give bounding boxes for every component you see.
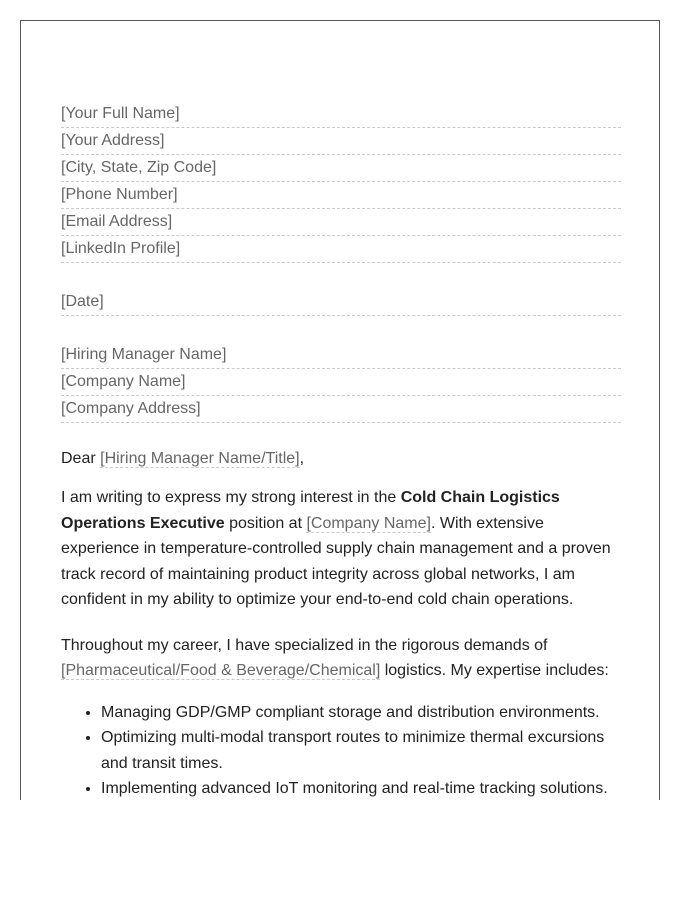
- expertise-list: [61, 700, 621, 801]
- sender-phone-field[interactable]: [Phone Number]: [61, 182, 621, 209]
- paragraph-intro-mid: position at: [224, 514, 307, 532]
- paragraph-expertise-rest: logistics. My expertise includes:: [380, 662, 609, 679]
- paragraph-intro-rest: . With extensive experience in temperature-controlled supply chain management and a proven track record of maintaining product integrity across global networks, I am confident in my ability to optimize your end-to-end cold chain operations.: [61, 514, 611, 608]
- paragraph-intro-text: I am writing to express my strong interest in the: [61, 489, 401, 506]
- date-field[interactable]: [Date]: [61, 289, 621, 316]
- company-name-field[interactable]: [Company Name]: [61, 369, 621, 396]
- sender-linkedin-field[interactable]: [LinkedIn Profile]: [61, 236, 621, 263]
- company-name-placeholder[interactable]: [Company Name]: [306, 514, 431, 532]
- greeting-suffix: ,: [299, 450, 305, 467]
- list-item: • Managing GDP/GMP compliant storage and distribution environments.: [101, 700, 621, 726]
- letter-content: [61, 101, 621, 800]
- paragraph-intro: [61, 485, 621, 613]
- position-title: Cold Chain Logistics Operations Executive: [61, 489, 560, 532]
- list-item: • Optimizing multi-modal transport routes to minimize thermal excursions and transit times.: [101, 725, 621, 776]
- spacer: [61, 263, 621, 289]
- date-block: [61, 289, 621, 316]
- sender-address-field[interactable]: [Your Address]: [61, 128, 621, 155]
- sender-block: [61, 101, 621, 263]
- list-item: • Implementing advanced IoT monitoring and real-time tracking solutions.: [101, 776, 621, 800]
- greeting-prefix: Dear: [61, 450, 101, 467]
- greeting-hiring-manager-placeholder[interactable]: [Hiring Manager Name/Title]: [100, 450, 300, 467]
- paragraph-expertise-text: Throughout my career, I have specialized in the rigorous demands of: [61, 636, 548, 654]
- letter-page: [20, 20, 660, 800]
- spacer: [61, 316, 621, 342]
- recipient-block: [61, 342, 621, 423]
- sender-email-field[interactable]: [Email Address]: [61, 209, 621, 236]
- paragraph-expertise: [61, 633, 621, 684]
- industry-placeholder[interactable]: [Pharmaceutical/Food & Beverage/Chemical]: [61, 662, 381, 679]
- hiring-manager-name-field[interactable]: [Hiring Manager Name]: [61, 342, 621, 369]
- sender-full-name-field[interactable]: [Your Full Name]: [61, 101, 621, 128]
- spacer: [61, 423, 621, 449]
- company-address-field[interactable]: [Company Address]: [61, 396, 621, 423]
- sender-city-state-zip-field[interactable]: [City, State, Zip Code]: [61, 155, 621, 182]
- greeting-line: [61, 449, 621, 469]
